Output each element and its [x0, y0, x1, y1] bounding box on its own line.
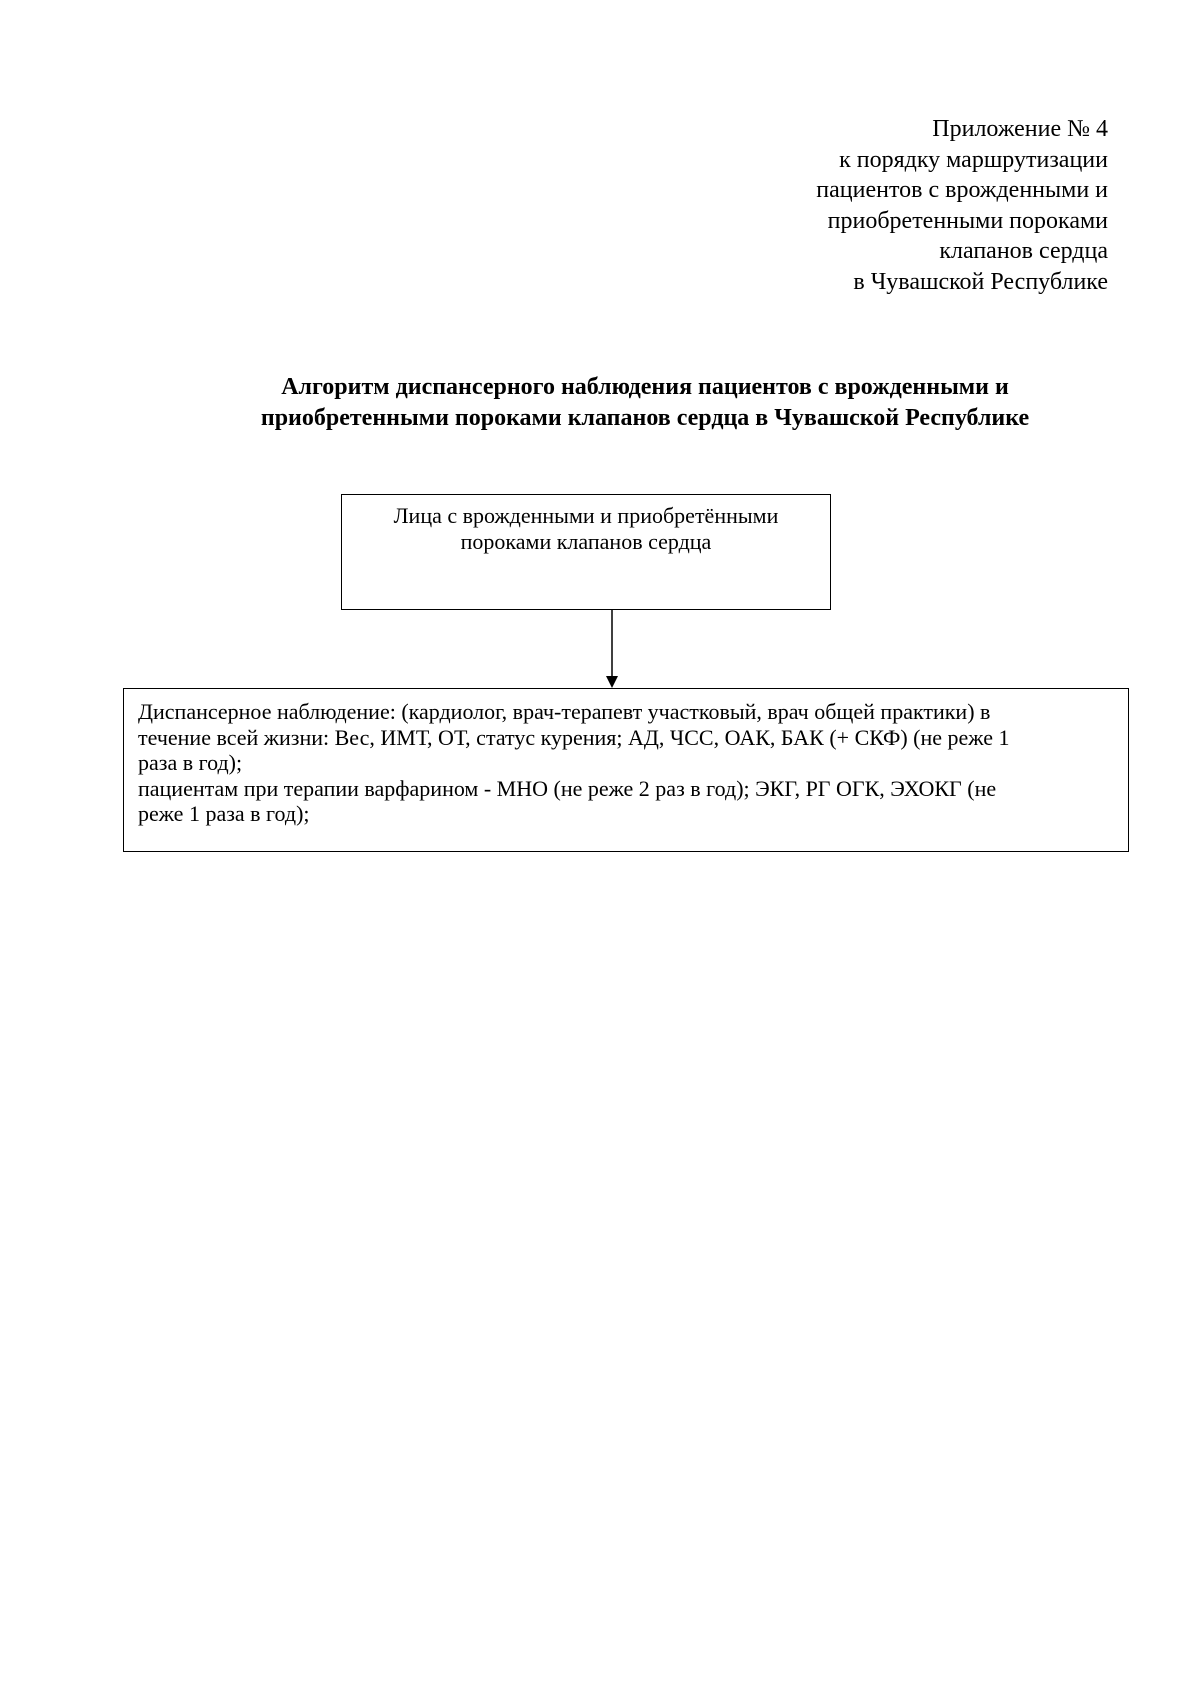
appendix-line: пациентов с врожденными и: [816, 177, 1108, 203]
appendix-line: приобретенными пороками: [827, 207, 1108, 234]
box-text-line: пороками клапанов сердца: [460, 529, 712, 554]
box-text-line: пациентам при терапии варфарином - МНО (не реже 2 раз в год); ЭКГ, РГ ОГК, ЭХОКГ (не: [138, 775, 997, 801]
appendix-header: [688, 114, 1108, 297]
document-title: [120, 372, 1170, 434]
title-line: Алгоритм диспансерного наблюдения пациентов с врожденными и: [281, 374, 1009, 400]
arrow-head: [606, 676, 618, 688]
box-text-line: раза в год);: [138, 750, 243, 775]
appendix-line: Приложение № 4: [932, 116, 1108, 142]
flowchart-arrow: [604, 610, 620, 690]
title-line: приобретенными пороками клапанов сердца в Чувашской Республике: [260, 405, 1030, 431]
flowchart-box-observation: [123, 688, 1129, 852]
appendix-line: к порядку маршрутизации: [839, 146, 1108, 173]
appendix-line: клапанов сердца: [939, 238, 1108, 264]
box-text-line: реже 1 раза в год);: [138, 801, 310, 826]
box-text-line: Диспансерное наблюдение: (кардиолог, врач-терапевт участковый, врач общей практики) в: [138, 699, 991, 724]
flowchart-box-patients: [341, 494, 831, 610]
box-text-line: Лица с врожденными и приобретёнными: [393, 503, 779, 528]
box-text-line: течение всей жизни: Вес, ИМТ, ОТ, статус курения; АД, ЧСС, ОАК, БАК (+ СКФ) (не реже 1: [138, 724, 1010, 750]
appendix-line: в Чувашской Республике: [853, 268, 1108, 295]
